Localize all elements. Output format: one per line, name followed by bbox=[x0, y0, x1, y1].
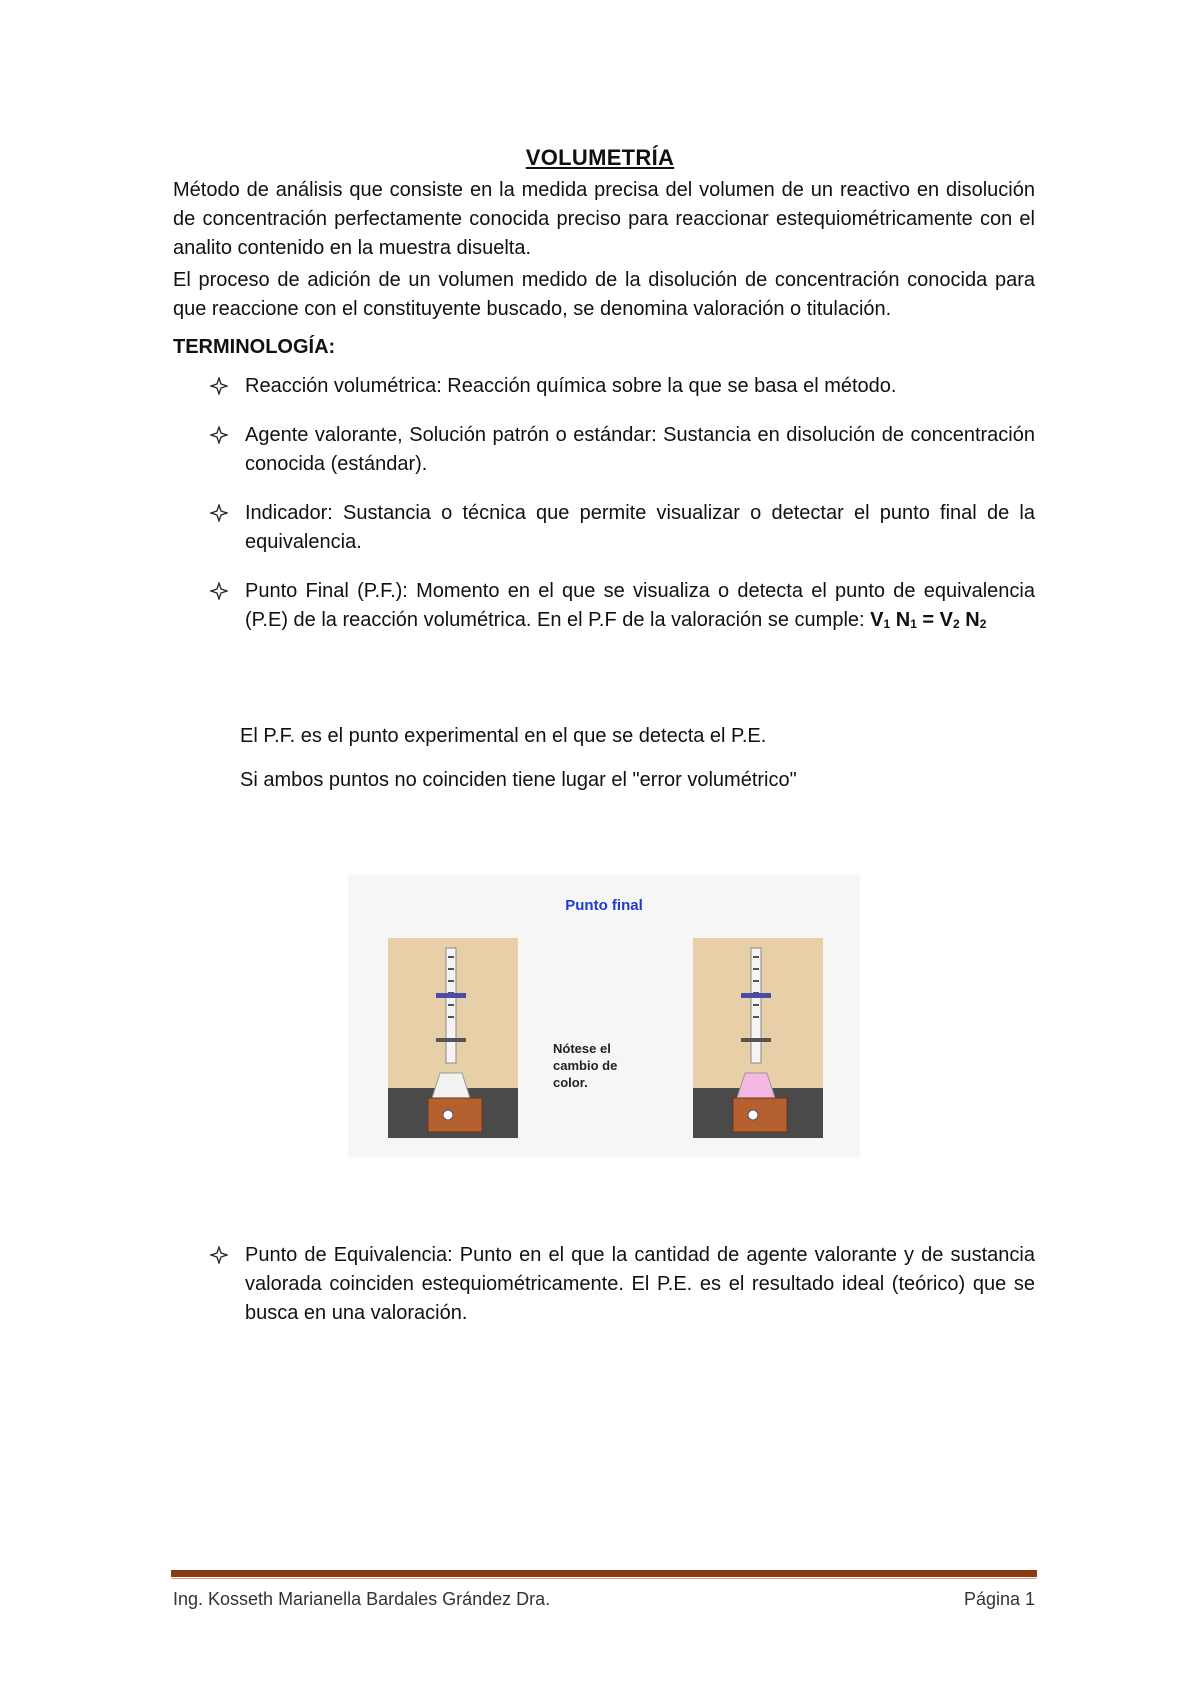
bullet-text: Reacción volumétrica: Reacción química sobre la que se basa el método. bbox=[245, 375, 897, 397]
intro-paragraph-1: Método de análisis que consiste en la medida precisa del volumen de un reactivo en disolución de concentración perfectamente conocida preciso para reaccionar estequiométricamente con el analito contenido en la muestra disuelta. bbox=[173, 179, 1035, 259]
footer-page-number: Página 1 bbox=[963, 1589, 1035, 1609]
four-point-star-bullet-icon bbox=[210, 582, 228, 600]
footer-rule bbox=[171, 1570, 1037, 1577]
burette-pink-image bbox=[693, 938, 823, 1138]
four-point-star-bullet-icon bbox=[210, 1246, 228, 1264]
figure-title: Punto final bbox=[565, 897, 643, 914]
bullet-text: Indicador: Sustancia o técnica que permite visualizar o detectar el punto final de la equivalencia. bbox=[245, 502, 1035, 553]
page-title: VOLUMETRÍA bbox=[525, 145, 675, 170]
intro-paragraph-2: El proceso de adición de un volumen medido de la disolución de concentración conocida para que reaccione con el constituyente buscado, se denomina valoración o titulación. bbox=[173, 269, 1035, 320]
four-point-star-bullet-icon bbox=[210, 504, 228, 522]
titration-figure bbox=[348, 875, 860, 1157]
four-point-star-bullet-icon bbox=[210, 377, 228, 395]
bullet-text: Agente valorante, Solución patrón o estándar: Sustancia en disolución de concentración conocida (estándar). bbox=[245, 424, 1035, 475]
bullet-text-body: Punto Final (P.F.): Momento en el que se visualiza o detecta el punto de equivalencia (P.E) de la reacción volumétrica. En el P.F de la valoración se cumple: bbox=[245, 580, 1035, 631]
note-error: Si ambos puntos no coinciden tiene lugar el "error volumétrico" bbox=[240, 769, 797, 791]
footer-author: Ing. Kosseth Marianella Bardales Grández Dra. bbox=[173, 1589, 551, 1609]
four-point-star-bullet-icon bbox=[210, 426, 228, 444]
footer-rule-thin bbox=[171, 1578, 1037, 1579]
figure-note: Nótese el cambio de color. bbox=[553, 1041, 618, 1090]
bullet-text bbox=[245, 577, 1035, 639]
equivalence-formula: $V_1$ $N_1 = V_2$ $N_2$ bbox=[870, 609, 987, 631]
bullet-text: Punto de Equivalencia: Punto en el que la cantidad de agente valorante y de sustancia valorada coinciden estequiométricamente. El P.E. es el resultado ideal (teórico) que se busca en una valoración. bbox=[245, 1244, 1035, 1324]
terminology-heading: TERMINOLOGÍA: bbox=[173, 336, 336, 358]
burette-colorless-image bbox=[388, 938, 518, 1138]
note-pf: El P.F. es el punto experimental en el que se detecta el P.E. bbox=[240, 725, 767, 747]
